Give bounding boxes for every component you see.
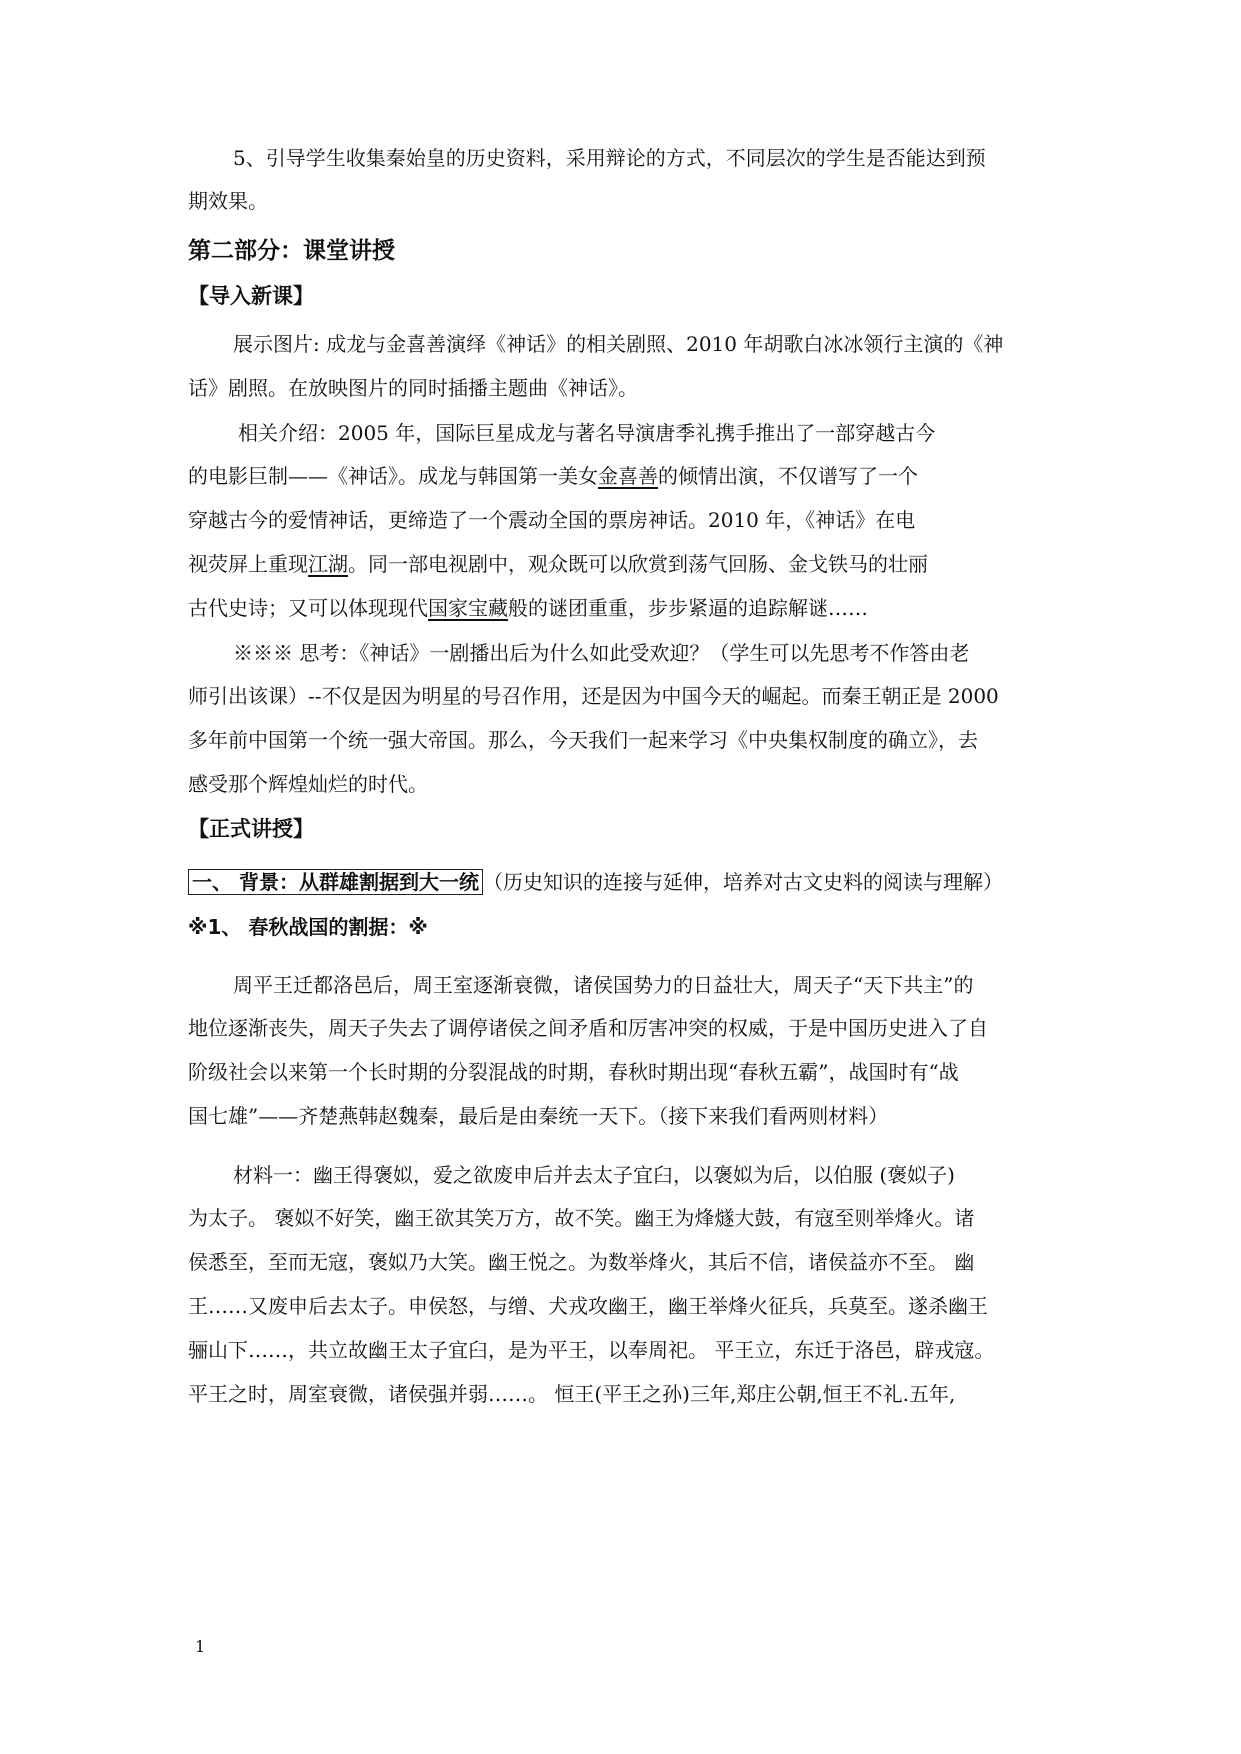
paragraph-line: 阶级社会以来第一个长时期的分裂混战的时期，春秋时期出现“春秋五霸”，战国时有“战 [188, 1060, 959, 1084]
paragraph-line [188, 461, 1058, 491]
hyperlink[interactable]: 金喜善 [598, 464, 658, 488]
paragraph-line: 侯悉至，至而无寇，褒姒乃大笑。幽王悦之。为数举烽火，其后不信，诸侯益亦不至。 幽 [188, 1250, 975, 1274]
paragraph-line: 材料一：幽王得褒姒，爱之欲废申后并去太子宜臼，以褒姒为后，以伯服 (褒姒子) [233, 1163, 955, 1187]
paragraph-line: 展示图片: 成龙与金喜善演绎《神话》的相关剧照、2010 年胡歌白冰冰领行主演的《神 [233, 332, 1004, 356]
hyperlink[interactable]: 国家宝藏 [428, 596, 508, 620]
page-number: 1 [195, 1637, 206, 1656]
paragraph-line [188, 549, 1058, 579]
boxed-heading: 一、 背景：从群雄割据到大一统 [188, 869, 483, 895]
paragraph-line: 国七雄”——齐楚燕韩赵魏秦，最后是由秦统一天下。（接下来我们看两则材料） [188, 1104, 889, 1128]
text-span: 般的谜团重重，步步紧逼的追踪解谜…… [508, 596, 868, 620]
paragraph-line: 期效果。 [188, 189, 268, 213]
section-heading: 【导入新课】 [188, 284, 314, 308]
paragraph-line: 穿越古今的爱情神话，更缔造了一个震动全国的票房神话。2010 年，《神话》在电 [188, 508, 916, 532]
subsection-heading: ※1、 春秋战国的割据：※ [188, 915, 428, 939]
paragraph-line: 5、引导学生收集秦始皇的历史资料，采用辩论的方式，不同层次的学生是否能达到预 [233, 146, 986, 170]
paragraph-line: 感受那个辉煌灿烂的时代。 [188, 772, 428, 796]
section-heading: 【正式讲授】 [188, 817, 314, 841]
paragraph-line: 相关介绍：2005 年，国际巨星成龙与著名导演唐季礼携手推出了一部穿越古今 [238, 421, 936, 445]
paragraph-line [188, 867, 1058, 897]
paragraph-line: ※※※ 思考：《神话》一剧播出后为什么如此受欢迎？（学生可以先思考不作答由老 [233, 641, 970, 665]
paragraph-line: 师引出该课）--不仅是因为明星的号召作用，还是因为中国今天的崛起。而秦王朝正是 2000 [188, 684, 999, 708]
text-span: 。同一部电视剧中，观众既可以欣赏到荡气回肠、金戈铁马的壮丽 [348, 552, 928, 576]
section-heading: 第二部分：课堂讲授 [188, 238, 395, 264]
paragraph-line: 王……又废申后去太子。申侯怒，与缯、犬戎攻幽王，幽王举烽火征兵，兵莫至。遂杀幽王 [188, 1294, 988, 1318]
text-span: 古代史诗；又可以体现现代 [188, 596, 428, 620]
paragraph-line [188, 593, 1058, 623]
heading-note: （历史知识的连接与延伸，培养对古文史料的阅读与理解） [482, 870, 1003, 894]
text-span: 的倾情出演，不仅谱写了一个 [658, 464, 918, 488]
text-span: 视荧屏上重现 [188, 552, 308, 576]
paragraph-line: 为太子。 褒姒不好笑，幽王欲其笑万方，故不笑。幽王为烽燧大鼓，有寇至则举烽火。诸 [188, 1206, 975, 1230]
text-span: 的电影巨制——《神话》。成龙与韩国第一美女 [188, 464, 598, 488]
paragraph-line: 话》剧照。在放映图片的同时插播主题曲《神话》。 [188, 376, 638, 400]
paragraph-line: 多年前中国第一个统一强大帝国。那么，今天我们一起来学习《中央集权制度的确立》，去 [188, 728, 978, 752]
paragraph-line: 骊山下……，共立故幽王太子宜臼，是为平王，以奉周祀。 平王立，东迁于洛邑，辟戎寇。 [188, 1338, 995, 1362]
paragraph-line: 周平王迁都洛邑后，周王室逐渐衰微，诸侯国势力的日益壮大，周天子“天下共主”的 [233, 973, 974, 997]
paragraph-line: 平王之时，周室衰微，诸侯强并弱……。 恒王(平王之孙)三年,郑庄公朝,恒王不礼.五年, [188, 1382, 956, 1406]
hyperlink[interactable]: 江湖 [308, 552, 348, 576]
paragraph-line: 地位逐渐丧失，周天子失去了调停诸侯之间矛盾和厉害冲突的权威，于是中国历史进入了自 [188, 1016, 988, 1040]
